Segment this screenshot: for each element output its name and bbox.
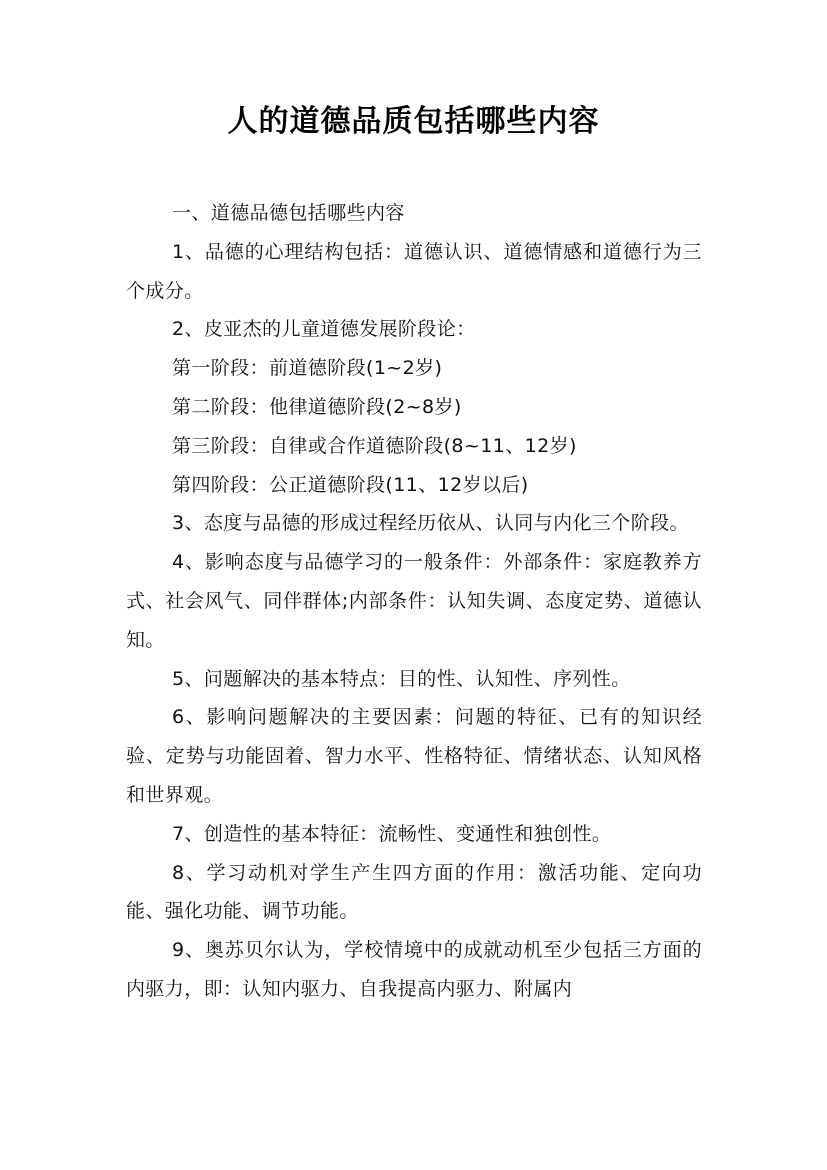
stage-item: 第一阶段：前道德阶段(1~2岁) xyxy=(172,357,443,380)
paragraph-item: 3、态度与品德的形成过程经历依从、认同与内化三个阶段。 xyxy=(172,512,689,535)
paragraph-item: 4、影响态度与品德学习的一般条件：外部条件：家庭教养方式、社会风气、同伴群体;内部条件：认知失调、态度定势、道德认知。 xyxy=(126,551,702,651)
stage-item: 第三阶段：自律或合作道德阶段(8~11、12岁) xyxy=(172,434,577,457)
document-body xyxy=(126,194,702,1009)
stage-item: 第二阶段：他律道德阶段(2~8岁) xyxy=(172,395,462,418)
paragraph-item: 8、学习动机对学生产生四方面的作用：激活功能、定向功能、强化功能、调节功能。 xyxy=(126,861,702,923)
paragraph-item: 2、皮亚杰的儿童道德发展阶段论： xyxy=(172,318,476,341)
paragraph-item: 1、品德的心理结构包括：道德认识、道德情感和道德行为三个成分。 xyxy=(126,240,702,302)
paragraph-item: 6、影响问题解决的主要因素：问题的特征、已有的知识经验、定势与功能固着、智力水平、性格特征、情绪状态、认知风格和世界观。 xyxy=(126,706,702,806)
document-title: 人的道德品质包括哪些内容 xyxy=(227,104,600,139)
section-heading: 一、道德品德包括哪些内容 xyxy=(172,202,405,224)
paragraph-item: 5、问题解决的基本特点：目的性、认知性、序列性。 xyxy=(172,667,631,690)
paragraph-item: 7、创造性的基本特征：流畅性、变通性和独创性。 xyxy=(172,822,612,845)
paragraph-item: 9、奥苏贝尔认为，学校情境中的成就动机至少包括三方面的内驱力，即：认知内驱力、自我提高内驱力、附属内 xyxy=(126,939,702,1000)
stage-item: 第四阶段：公正道德阶段(11、12岁以后) xyxy=(172,473,529,496)
